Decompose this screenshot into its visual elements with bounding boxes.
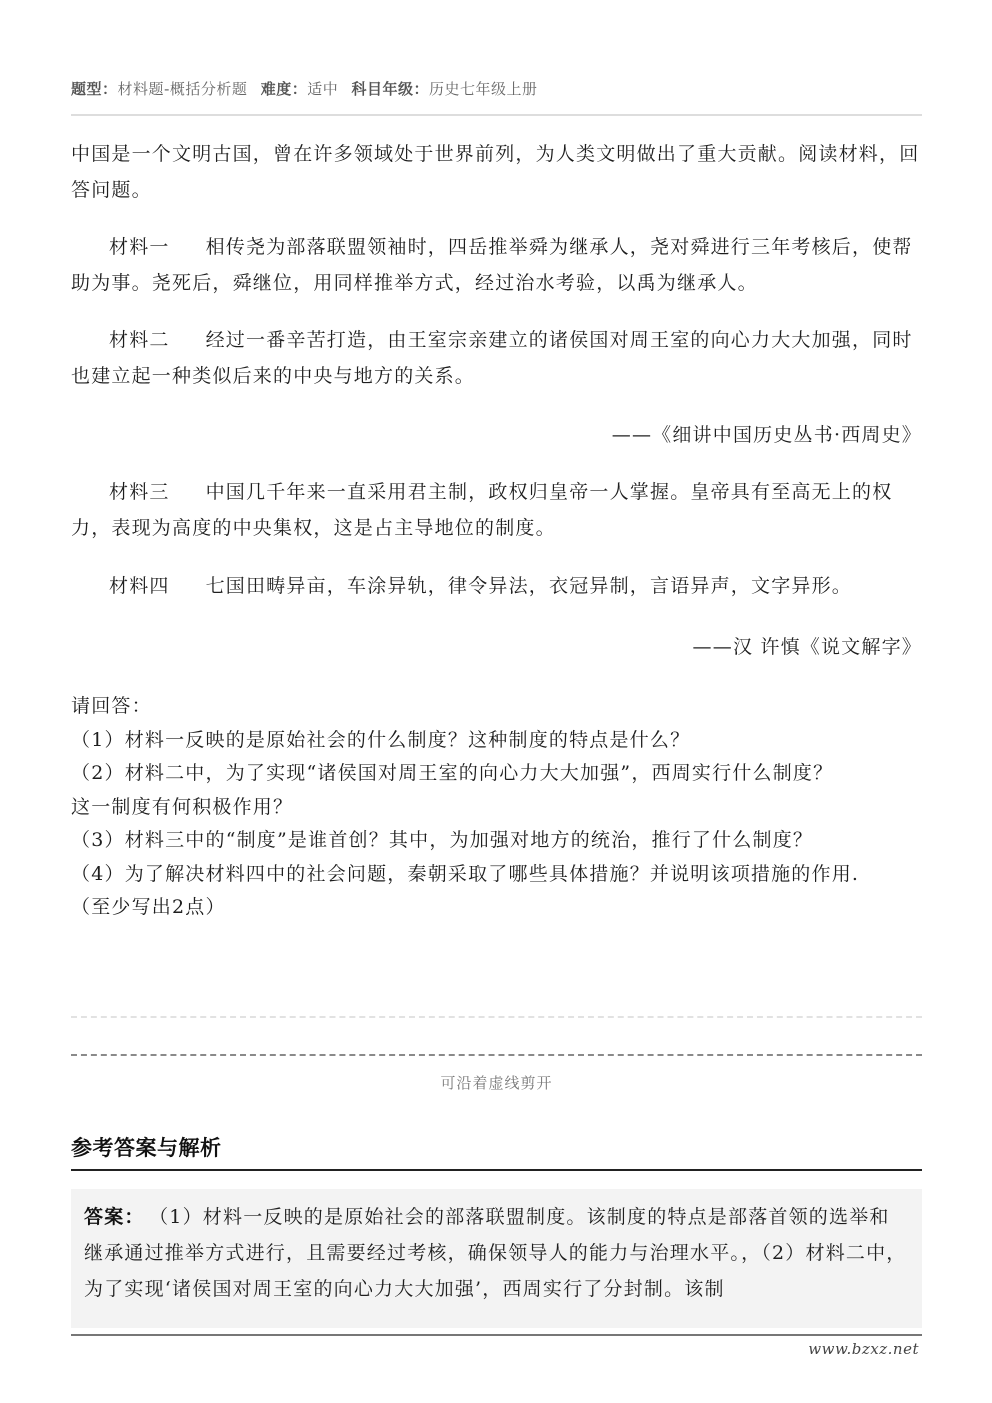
answer-heading-divider [71,1169,922,1171]
material-4 [71,568,922,604]
answer-space-dashed-line [71,1016,922,1018]
answer-section-heading: 参考答案与解析 [71,1136,222,1160]
material-2-source: ——《细讲中国历史丛书·西周史》 [611,424,922,446]
question-meta-bar [71,78,922,99]
material-label: 材料一 [109,236,170,258]
subject-label: 科目年级： [351,80,430,98]
answer-box [71,1189,922,1328]
meta-divider [71,114,922,116]
difficulty-label: 难度： [260,80,308,98]
answer-label: 答案： [84,1206,145,1228]
question-line: （1）材料一反映的是原始社会的什么制度？这种制度的特点是什么？ [71,728,691,751]
intro-paragraph: 中国是一个文明古国，曾在许多领域处于世界前列，为人类文明做出了重大贡献。阅读材料，回答问题。 [71,143,920,201]
question-line: （至少写出2点） [71,896,226,918]
footer-divider [71,1334,922,1336]
subject-value: 历史七年级上册 [429,80,538,98]
question-line: （4）为了解决材料四中的社会问题，秦朝采取了哪些具体措施？并说明该项措施的作用. [71,862,860,885]
material-1 [71,229,922,301]
type-label: 题型： [71,80,118,98]
material-label: 材料二 [109,329,170,351]
answer-text-block [71,1189,922,1307]
questions-prompt: 请回答： [71,695,152,717]
material-text: 七国田畴异亩，车涂异轨，律令异法，衣冠异制，言语异声，文字异形。 [205,575,853,597]
material-label: 材料三 [109,481,170,503]
question-line: （3）材料三中的“制度”是谁首创？其中，为加强对地方的统治，推行了什么制度？ [71,829,814,851]
questions-block [71,690,922,925]
type-value: 材料题-概括分析题 [117,80,248,98]
answer-content: （1）材料一反映的是原始社会的部落联盟制度。该制度的特点是部落首领的选举和继承通过推举方式进行，且需要经过考核，确保领导人的能力与治理水平。，（2）材料二中，为了实现‘诸侯国对周王室的向心力大大加强’，西周实行了分封制。该制 [84,1206,907,1300]
material-3 [71,474,922,546]
material-label: 材料四 [109,575,170,597]
cut-line-label: 可沿着虚线剪开 [440,1074,553,1092]
question-line: （2）材料二中，为了实现“诸侯国对周王室的向心力大大加强”，西周实行什么制度？ [71,762,834,784]
material-text: 中国几千年来一直采用君主制，政权归皇帝一人掌握。皇帝具有至高无上的权力，表现为高度的中央集权，这是占主导地位的制度。 [71,481,893,539]
material-4-source: ——汉 许慎《说文解字》 [692,636,922,658]
material-2 [71,322,922,394]
question-line: 这一制度有何积极作用？ [71,795,294,818]
cut-dashed-line [71,1054,922,1056]
footer-site-link[interactable]: www.bzxz.net [808,1340,919,1358]
material-text: 相传尧为部落联盟领袖时，四岳推举舜为继承人，尧对舜进行三年考核后，使帮助为事。尧死后，舜继位，用同样推举方式，经过治水考验，以禹为继承人。 [71,236,913,294]
difficulty-value: 适中 [307,80,339,98]
material-text: 经过一番辛苦打造，由王室宗亲建立的诸侯国对周王室的向心力大大加强，同时也建立起一种类似后来的中央与地方的关系。 [71,329,913,387]
